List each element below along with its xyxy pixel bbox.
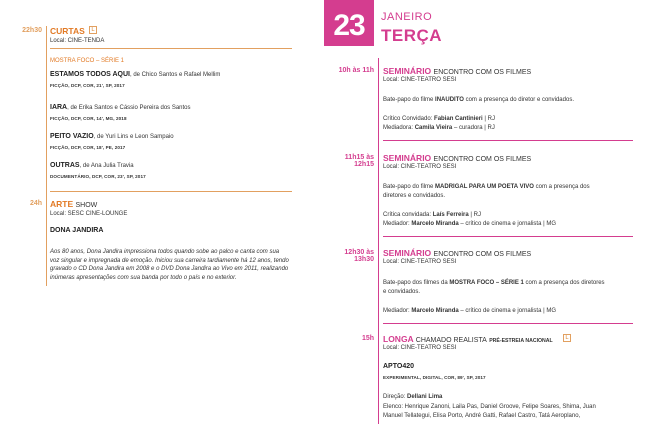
sem1-critic: Crítico Convidado: Fabian Cantinieri | RJ [383,116,495,122]
sem1-mediator: Mediadora: Camila Vieira – curadora | RJ [383,125,495,131]
divider [383,236,633,237]
sem2-desc: Bate-papo do filme MADRIGAL PARA UM POETA VIVO com a presença dos [383,184,590,190]
arte-title: ARTE SHOW [50,199,98,209]
divider [383,323,633,324]
arte-description: Aos 80 anos, Dona Jandira impressiona todos quando sobe ao palco e canta com sua voz singular e impregnada de emoção. Iniciou sua carreira tardiamente há 12 anos, tendo gravado o CD Dona Jandira em 2008 e o DVD Dona Jandira ao Vivo em 2011, realizando inúmeras apresentações com sua banda por todo o país e no exterior. [50,249,289,281]
film-meta: FICÇÃO, DCP, COR, 21', SP, 2017 [50,83,125,88]
sem2-mediator: Mediador: Marcelo Miranda – crítico de cinema e jornalista | MG [383,221,556,227]
sem3-desc: Bate-papo dos filmes da MOSTRA FOCO – SÉRIE 1 com a presença dos diretores [383,280,605,286]
arte-time: 24h [29,200,42,207]
sem3-title: SEMINÁRIO ENCONTRO COM OS FILMES [383,248,532,258]
film-badge-icon: L [563,334,571,342]
sem1-local: Local: CINE-TEATRO SESI [383,77,457,83]
film-badge-icon: L [89,26,97,34]
longa-cast-line1: Elenco: Henrique Zanoni, Laila Pas, Daniel Groove, Felipe Soares, Shima, Juan [383,404,596,410]
longa-cast-line2: Manuel Tellategui, Elisa Porto, André Gatti, Rafael Castro, Tatá Aeroplano, [383,413,581,419]
divider [50,191,292,192]
sem2-title: SEMINÁRIO ENCONTRO COM OS FILMES [383,153,532,163]
sem2-critic: Crítica convidada: Laís Ferreira | RJ [383,212,481,218]
curtas-subsection: MOSTRA FOCO – SÉRIE 1 [50,58,125,64]
film-title: PEITO VAZIO, de Yuri Lins e Leon Sampaio [50,133,174,140]
film-title: OUTRAS, de Ana Julia Travia [50,162,134,169]
sem3-desc-line2: e convidados. [383,289,421,295]
sem3-time: 12h30 às 13h30 [344,249,374,263]
sem2-time: 11h15 às 12h15 [344,154,374,168]
curtas-title: CURTAS [50,26,85,36]
arte-name: DONA JANDIRA [50,227,104,234]
sem3-local: Local: CINE-TEATRO SESI [383,259,457,265]
right-divider [378,58,379,424]
film-meta: FICÇÃO, DCP, COR, 14', MG, 2018 [50,116,127,121]
longa-director: Direção: Dellani Lima [383,394,443,400]
longa-film-title: APTO420 [383,363,414,370]
sem2-local: Local: CINE-TEATRO SESI [383,164,457,170]
film-meta: DOCUMENTÁRIO, DCP, COR, 23', SP, 2017 [50,174,146,179]
sem2-desc-line2: diretores e convidados. [383,193,446,199]
film-title: ESTAMOS TODOS AQUI, de Chico Santos e Rafael Mellim [50,71,221,78]
longa-title: LONGA CHAMADO REALISTA PRÉ-ESTREIA NACIONAL [383,334,553,344]
film-title: IARA, de Erika Santos e Cássio Pereira dos Santos [50,104,191,111]
sem1-title: SEMINÁRIO ENCONTRO COM OS FILMES [383,66,532,76]
curtas-time: 22h30 [22,27,42,34]
divider [50,48,292,49]
sem1-time: 10h às 11h [338,67,374,74]
sem1-desc: Bate-papo do filme INAUDITO com a presença do diretor e convidados. [383,97,574,103]
day-number: 23 [324,0,374,46]
longa-time: 15h [361,335,374,342]
divider [383,140,633,141]
arte-local: Local: SESC CINE-LOUNGE [50,211,128,217]
curtas-local: Local: CINE-TENDA [50,38,105,44]
longa-local: Local: CINE-TEATRO SESI [383,345,457,351]
longa-film-meta: EXPERIMENTAL, DIGITAL, COR, 89', SP, 2017 [383,375,486,380]
film-meta: FICÇÃO, DCP, COR, 18', PE, 2017 [50,145,126,150]
left-divider [46,26,47,286]
sem3-mediator: Mediador: Marcelo Miranda – crítico de cinema e jornalista | MG [383,308,556,314]
month-label: JANEIRO [381,11,433,23]
weekday-label: TERÇA [381,26,443,45]
